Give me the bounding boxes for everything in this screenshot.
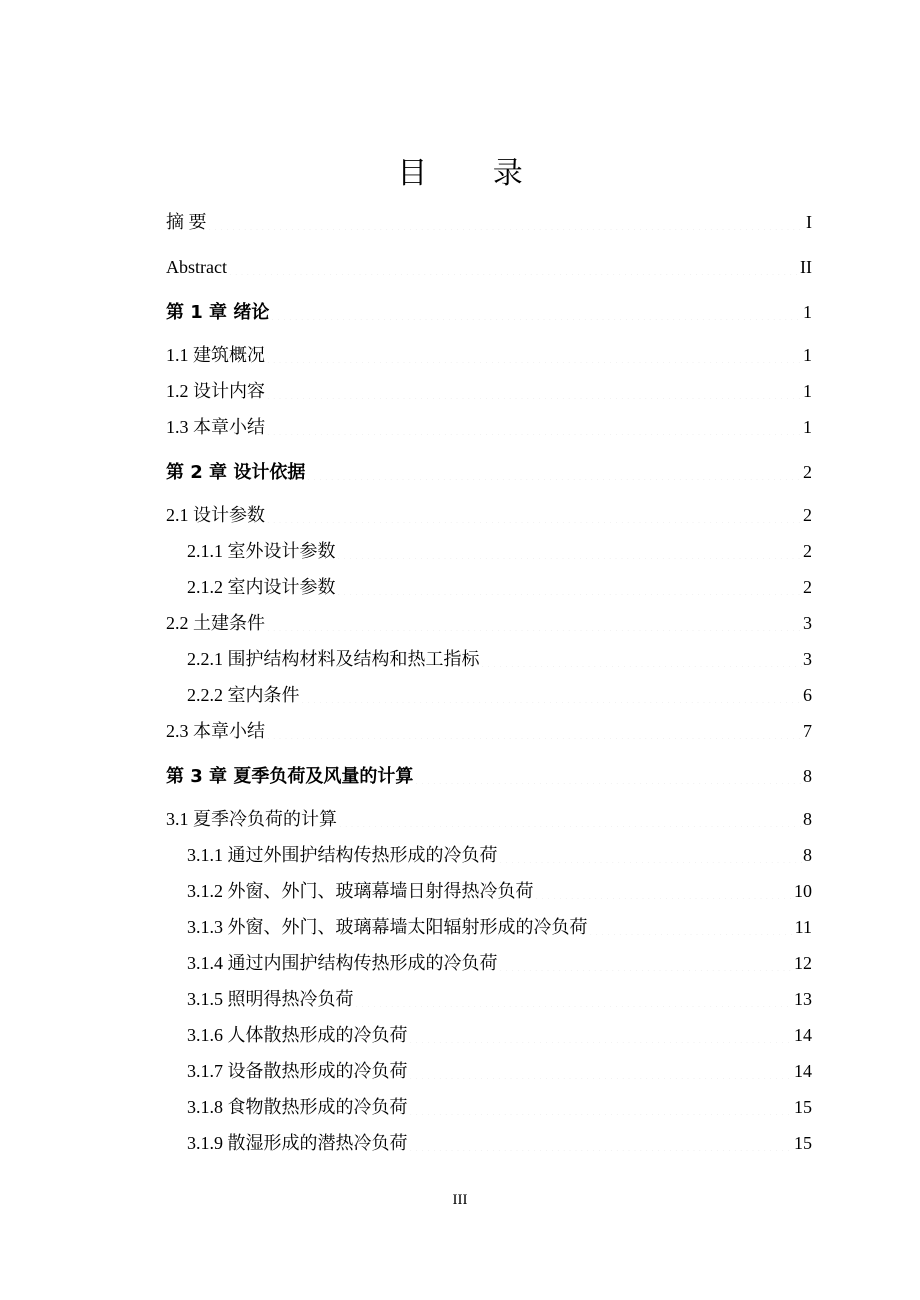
dot-leader [266,609,802,631]
toc-entry-label: 3.1 夏季冷负荷的计算 [166,809,337,829]
toc-entry-label: Abstract [166,257,227,277]
toc-entry-page: 3 [803,613,812,633]
toc-entry-page: 2 [803,505,812,525]
dot-leader [266,501,802,523]
dot-leader [535,877,794,899]
toc-entry-page: 12 [794,953,812,973]
toc-entry-3-1-9[interactable] [166,1125,812,1161]
toc-entry-label: 1.1 建筑概况 [166,345,265,365]
toc-entry-label: 3.1.2 外窗、外门、玻璃幕墙日射得热冷负荷 [187,881,534,901]
toc-entry-chapter-2[interactable] [166,454,812,497]
toc-entry-page: 1 [803,381,812,401]
dot-leader [589,913,794,935]
dot-leader [409,1093,794,1115]
toc-entry-page: 11 [794,917,812,937]
toc-entry-2-2-2[interactable] [166,677,812,713]
toc-entry-1-3[interactable] [166,409,812,445]
dot-leader [266,413,802,435]
toc-entry-3-1-4[interactable] [166,945,812,981]
toc-entry-label: 1.3 本章小结 [166,417,265,437]
dot-leader [499,841,803,863]
toc-entry-abstract-cn[interactable] [166,204,812,240]
dot-leader [266,377,802,399]
table-of-contents [166,204,812,1161]
toc-entry-2-3[interactable] [166,713,812,749]
toc-entry-label: 3.1.1 通过外围护结构传热形成的冷负荷 [187,845,498,865]
toc-entry-page: 1 [803,302,812,322]
toc-entry-2-2[interactable] [166,605,812,641]
toc-entry-3-1-7[interactable] [166,1053,812,1089]
toc-entry-3-1-6[interactable] [166,1017,812,1053]
dot-leader [337,537,803,559]
toc-entry-3-1[interactable] [166,801,812,837]
dot-leader [208,208,806,230]
toc-entry-label: 第 1 章 绪论 [166,302,270,323]
toc-entry-page: 8 [803,809,812,829]
dot-leader [409,1129,794,1151]
toc-entry-3-1-5[interactable] [166,981,812,1017]
toc-entry-2-1-1[interactable] [166,533,812,569]
toc-entry-page: 1 [803,417,812,437]
toc-entry-label: 2.2.1 围护结构材料及结构和热工指标 [187,649,480,669]
dot-leader [228,253,799,275]
toc-entry-label: 第 3 章 夏季负荷及风量的计算 [166,766,414,787]
toc-entry-label: 3.1.6 人体散热形成的冷负荷 [187,1025,408,1045]
toc-entry-label: 2.1 设计参数 [166,505,265,525]
toc-entry-page: 2 [803,541,812,561]
dot-leader [481,645,803,667]
toc-entry-label: 3.1.3 外窗、外门、玻璃幕墙太阳辐射形成的冷负荷 [187,917,588,937]
toc-entry-label: 2.1.2 室内设计参数 [187,577,336,597]
toc-entry-label: 2.3 本章小结 [166,721,265,741]
toc-entry-label: 2.2 土建条件 [166,613,265,633]
toc-entry-page: I [806,212,812,232]
toc-entry-page: 8 [803,766,812,786]
dot-leader [301,681,803,703]
toc-entry-label: 2.1.1 室外设计参数 [187,541,336,561]
dot-leader [355,985,794,1007]
dot-leader [337,573,803,595]
toc-entry-chapter-1[interactable] [166,294,812,337]
toc-entry-1-2[interactable] [166,373,812,409]
toc-entry-page: 8 [803,845,812,865]
toc-entry-page: II [800,257,812,277]
toc-entry-page: 15 [794,1097,812,1117]
toc-entry-label: 3.1.7 设备散热形成的冷负荷 [187,1061,408,1081]
toc-entry-page: 13 [794,989,812,1009]
toc-entry-label: 摘 要 [166,212,207,232]
toc-entry-page: 15 [794,1133,812,1153]
dot-leader [266,341,802,363]
toc-entry-label: 1.2 设计内容 [166,381,265,401]
dot-leader [306,458,802,480]
toc-entry-page: 10 [794,881,812,901]
toc-entry-page: 14 [794,1061,812,1081]
dot-leader [266,717,802,739]
toc-entry-label: 3.1.5 照明得热冷负荷 [187,989,354,1009]
toc-entry-2-1-2[interactable] [166,569,812,605]
toc-entry-label: 第 2 章 设计依据 [166,462,306,483]
toc-entry-page: 2 [803,462,812,482]
toc-entry-page: 6 [803,685,812,705]
dot-leader [409,1021,794,1043]
toc-entry-label: 3.1.9 散湿形成的潜热冷负荷 [187,1133,408,1153]
dot-leader [270,298,802,320]
toc-title: 目 录 [397,156,551,191]
toc-entry-chapter-3[interactable] [166,758,812,801]
dot-leader [409,1057,794,1079]
dot-leader [414,762,802,784]
toc-entry-page: 7 [803,721,812,741]
toc-entry-label: 3.1.8 食物散热形成的冷负荷 [187,1097,408,1117]
toc-entry-page: 3 [803,649,812,669]
toc-entry-2-2-1[interactable] [166,641,812,677]
toc-entry-3-1-3[interactable] [166,909,812,945]
toc-entry-3-1-8[interactable] [166,1089,812,1125]
toc-entry-1-1[interactable] [166,337,812,373]
toc-entry-3-1-1[interactable] [166,837,812,873]
toc-entry-3-1-2[interactable] [166,873,812,909]
dot-leader [499,949,794,971]
toc-entry-2-1[interactable] [166,497,812,533]
dot-leader [338,805,802,827]
toc-entry-page: 14 [794,1025,812,1045]
page-number-footer: III [452,1192,468,1208]
toc-entry-label: 2.2.2 室内条件 [187,685,300,705]
toc-entry-page: 1 [803,345,812,365]
toc-entry-abstract-en[interactable] [166,249,812,285]
toc-entry-label: 3.1.4 通过内围护结构传热形成的冷负荷 [187,953,498,973]
toc-entry-page: 2 [803,577,812,597]
